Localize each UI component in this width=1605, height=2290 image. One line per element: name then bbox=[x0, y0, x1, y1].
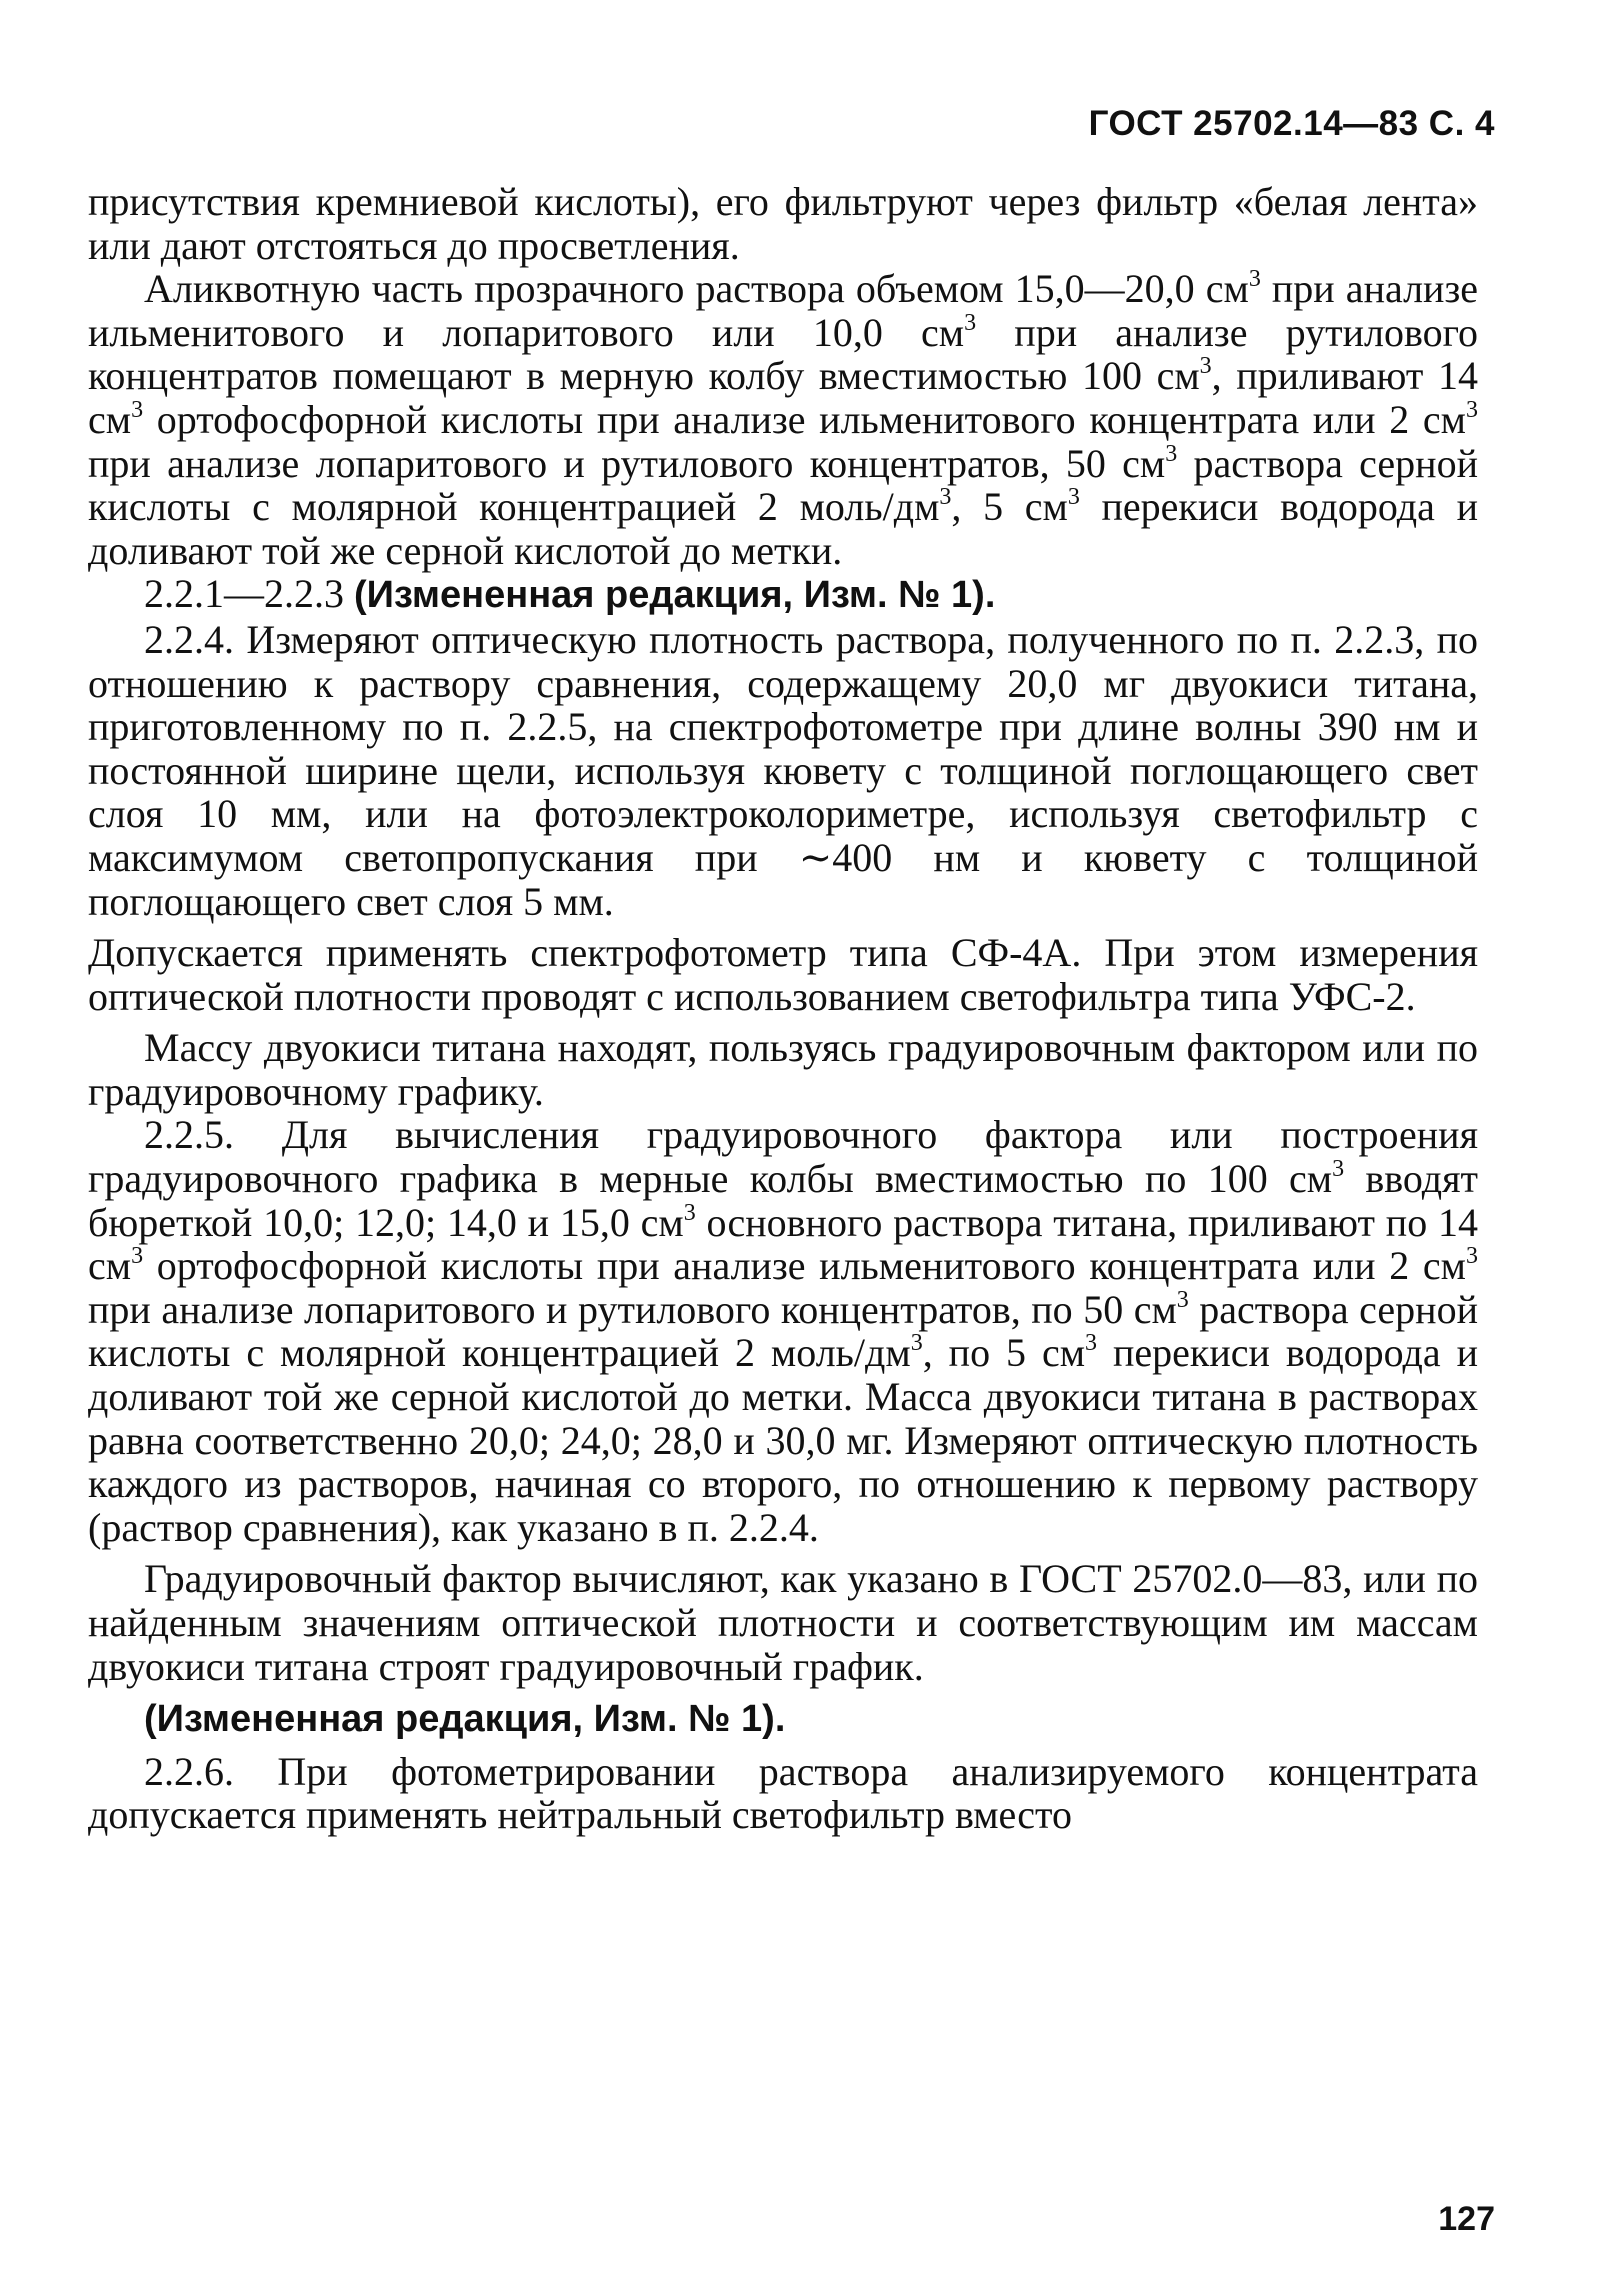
text-run: , приливают 14 см bbox=[88, 353, 1478, 442]
document-body bbox=[88, 180, 1478, 1837]
superscript: 3 bbox=[1332, 1156, 1345, 1183]
text-run: раствора серной кислоты с молярной концентрацией 2 моль/дм bbox=[88, 440, 1478, 530]
text-run: при анализе лопаритового и рутилового концентратов, по 50 см bbox=[88, 1286, 1177, 1332]
text-run: при анализе ильменитового и лопаритового или 10,0 см bbox=[88, 266, 1478, 355]
text-run: Аликвотную часть прозрачного раствора объемом 15,0—20,0 см bbox=[144, 266, 1249, 312]
text-run: , по 5 см bbox=[922, 1330, 1086, 1376]
paragraph-p4 bbox=[88, 618, 1478, 923]
superscript: 3 bbox=[1466, 1243, 1478, 1270]
paragraph-p2 bbox=[88, 267, 1478, 572]
superscript: 3 bbox=[1248, 266, 1261, 293]
bold-text: (Измененная редакция, Изм. № 1). bbox=[354, 574, 996, 617]
superscript: 3 bbox=[1085, 1330, 1098, 1357]
text-run: Допускается применять спектрофотометр типа СФ-4А. При этом измерения оптической плотности проводят с использованием светофильтра типа УФС-2. bbox=[88, 930, 1478, 1019]
paragraph-p8 bbox=[88, 1557, 1478, 1688]
paragraph-p1 bbox=[88, 180, 1478, 267]
text-run: Градуировочный фактор вычисляют, как указано в ГОСТ 25702.0—83, или по найденным значениям оптической плотности и соответствующим им массам двуокиси титана строят градуировочный график. bbox=[88, 1556, 1478, 1689]
superscript: 3 bbox=[131, 396, 144, 423]
superscript: 3 bbox=[683, 1199, 696, 1226]
paragraph-p9 bbox=[88, 1696, 1478, 1742]
text-run: при анализе рутилового концентратов помещают в мерную колбу вместимостью 100 см bbox=[88, 309, 1479, 399]
superscript: 3 bbox=[131, 1243, 144, 1270]
text-run: 2.2.4. Измеряют оптическую плотность раствора, полученного по п. 2.2.3, по отношению к раствору сравнения, содержащему 20,0 мг двуокиси титана, приготовленному по п. 2.2.5, на спектрофотометре при длине волны 390 нм и постоянной ширине щели, используя кювету с толщиной поглощающего свет слоя 10 мм, или на фотоэлектроколориметре, используя светофильтр с максимумом светопропускания при ∼400 нм и кювету с толщиной поглощающего свет слоя 5 мм. bbox=[88, 616, 1478, 924]
text-run: 2.2.6. При фотометрировании раствора анализируемого концентрата допускается применять нейтральный светофильтр вместо bbox=[88, 1748, 1478, 1838]
paragraph-p3 bbox=[88, 572, 1478, 618]
page-number: 127 bbox=[1438, 2200, 1495, 2238]
paragraph-p7 bbox=[88, 1113, 1478, 1549]
superscript: 3 bbox=[939, 484, 952, 511]
text-run: 2.2.1—2.2.3 bbox=[144, 571, 354, 617]
paragraph-p5 bbox=[88, 931, 1478, 1018]
text-run: ортофосфорной кислоты при анализе ильменитового концентрата или 2 см bbox=[143, 1243, 1466, 1289]
paragraph-p10 bbox=[88, 1750, 1478, 1837]
superscript: 3 bbox=[1165, 440, 1178, 467]
superscript: 3 bbox=[1176, 1286, 1189, 1313]
text-run: 2.2.5. Для вычисления градуировочного фактора или построения градуировочного графика в мерные колбы вместимостью по 100 см bbox=[88, 1112, 1478, 1202]
text-run: Массу двуокиси титана находят, пользуясь градуировочным фактором или по градуировочному графику. bbox=[88, 1025, 1478, 1114]
text-run: раствора серной кислоты с молярной концентрацией 2 моль/дм bbox=[88, 1286, 1478, 1376]
page-header: ГОСТ 25702.14—83 С. 4 bbox=[1088, 104, 1495, 143]
text-run: ортофосфорной кислоты при анализе ильменитового концентрата или 2 см bbox=[143, 396, 1466, 442]
text-run: перекиси водорода и доливают той же серной кислотой до метки. Масса двуокиси титана в растворах равна соответственно 20,0; 24,0; 28,0 и 30,0 мг. Измеряют оптическую плотность каждого из растворов, начиная со второго, по отношению к первому раствору (раствор сравнения), как указано в п. 2.2.4. bbox=[88, 1330, 1478, 1550]
text-run: вводят бюреткой 10,0; 12,0; 14,0 и 15,0 см bbox=[88, 1156, 1479, 1245]
text-run: , 5 см bbox=[951, 484, 1068, 530]
superscript: 3 bbox=[910, 1330, 923, 1357]
text-run: основного раствора титана, приливают по 14 см bbox=[88, 1199, 1478, 1289]
superscript: 3 bbox=[1067, 484, 1080, 511]
paragraph-p6 bbox=[88, 1026, 1478, 1113]
superscript: 3 bbox=[964, 309, 977, 336]
superscript: 3 bbox=[1199, 353, 1212, 380]
text-run: перекиси водорода и доливают той же серной кислотой до метки. bbox=[88, 484, 1478, 573]
text-run: при анализе лопаритового и рутилового концентратов, 50 см bbox=[88, 440, 1166, 486]
bold-text: (Измененная редакция, Изм. № 1). bbox=[144, 1698, 786, 1741]
superscript: 3 bbox=[1466, 396, 1478, 423]
text-run: присутствия кремниевой кислоты), его фильтруют через фильтр «белая лента» или дают отстояться до просветления. bbox=[88, 179, 1478, 268]
